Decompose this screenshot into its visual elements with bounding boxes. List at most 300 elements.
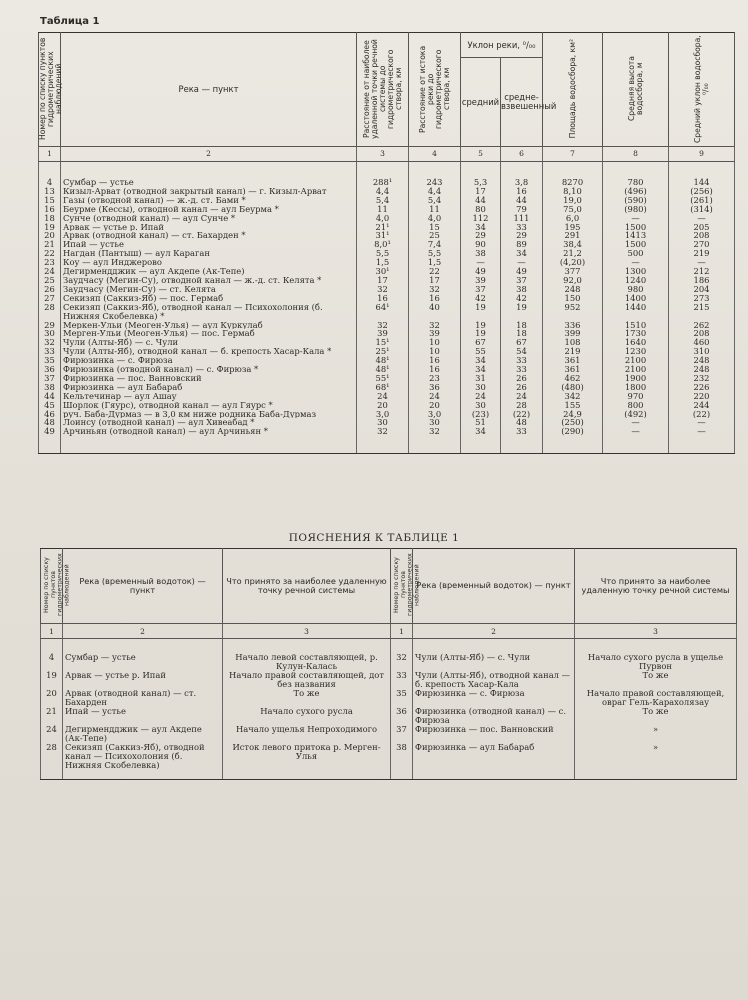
value-cell: 55¹: [357, 374, 409, 383]
river-point-cell: Газы (отводной канал) — ж.-д. ст. Бами *: [61, 196, 357, 205]
expl-header-far-point: Что принято за наиболее удаленную точку речной системы: [223, 549, 391, 624]
row-number-cell: 33: [391, 671, 413, 689]
value-cell: (250): [543, 418, 603, 427]
row-number-cell: 13: [39, 187, 61, 196]
value-cell: 3,0: [357, 410, 409, 419]
value-cell: —: [501, 258, 543, 267]
row-number-cell: 28: [39, 303, 61, 321]
value-cell: 24: [501, 392, 543, 401]
table-row: [39, 383, 735, 392]
river-point-cell: Дегирмендджик — аул Акдепе (Ак-Тепе): [63, 725, 223, 743]
value-cell: 6,0: [543, 214, 603, 223]
value-cell: 460: [669, 338, 735, 347]
river-point-cell: Лоинсу (отводной канал) — аул Хивеабад *: [61, 418, 357, 427]
value-cell: (23): [461, 410, 501, 419]
value-cell: 24: [409, 392, 461, 401]
table-row: [39, 356, 735, 365]
table-row: [39, 231, 735, 240]
value-cell: 361: [543, 356, 603, 365]
value-cell: 16: [409, 294, 461, 303]
river-point-cell: Арвак (отводной канал) — ст. Бахарден *: [61, 231, 357, 240]
value-cell: 10: [409, 338, 461, 347]
value-cell: 500: [603, 249, 669, 258]
value-cell: 4,4: [409, 187, 461, 196]
value-cell: 1640: [603, 338, 669, 347]
header-slope-mean: средний: [461, 58, 501, 147]
far-point-cell: Исток левого притока р. Мерген-Улья: [223, 743, 391, 780]
river-point-cell: Фирюзинка — пос. Ванновский: [61, 374, 357, 383]
value-cell: 5,5: [357, 249, 409, 258]
value-cell: 17: [409, 276, 461, 285]
row-number-cell: 49: [39, 427, 61, 454]
value-cell: 5,4: [409, 196, 461, 205]
row-number-cell: 44: [39, 392, 61, 401]
value-cell: 780: [603, 178, 669, 187]
value-cell: 219: [543, 347, 603, 356]
value-cell: 8,0¹: [357, 240, 409, 249]
far-point-cell: То же: [223, 689, 391, 707]
row-number-cell: 45: [39, 401, 61, 410]
value-cell: —: [603, 214, 669, 223]
value-cell: 2100: [603, 365, 669, 374]
value-cell: 49: [461, 267, 501, 276]
row-number-cell: 32: [39, 338, 61, 347]
table-row: [39, 338, 735, 347]
table-row: [39, 178, 735, 187]
table-row: [39, 418, 735, 427]
value-cell: (22): [501, 410, 543, 419]
value-cell: 195: [543, 223, 603, 232]
header-slope-basin: Средний уклон водосбора, ⁰/₀₀: [669, 33, 735, 147]
value-cell: 42: [461, 294, 501, 303]
value-cell: 1500: [603, 223, 669, 232]
value-cell: 34: [461, 365, 501, 374]
row-number-cell: 22: [39, 249, 61, 258]
river-point-cell: Секизяп (Саккиз-Яб), отводной канал — Психохолония (б. Нижняя Скобелевка) *: [61, 303, 357, 321]
value-cell: 16: [501, 187, 543, 196]
value-cell: 980: [603, 285, 669, 294]
value-cell: 33: [501, 356, 543, 365]
far-point-cell: То же: [575, 707, 737, 725]
value-cell: 800: [603, 401, 669, 410]
far-point-cell: Начало правой составляющей, овраг Гель-Карахолязау: [575, 689, 737, 707]
value-cell: 243: [409, 178, 461, 187]
value-cell: 29: [501, 231, 543, 240]
value-cell: 212: [669, 267, 735, 276]
value-cell: 19: [501, 303, 543, 321]
value-cell: 15¹: [357, 338, 409, 347]
value-cell: 8,10: [543, 187, 603, 196]
value-cell: 30: [461, 383, 501, 392]
river-point-cell: Мерген-Ульи (Меоген-Улья) — пос. Гермаб: [61, 329, 357, 338]
value-cell: 32: [409, 321, 461, 330]
header-height: Средняя высота водосбора, м: [603, 33, 669, 147]
value-cell: 262: [669, 321, 735, 330]
value-cell: 1400: [603, 294, 669, 303]
value-cell: 19: [461, 329, 501, 338]
value-cell: 68¹: [357, 383, 409, 392]
value-cell: 39: [357, 329, 409, 338]
value-cell: 1800: [603, 383, 669, 392]
table-row: [39, 401, 735, 410]
row-number-cell: 24: [41, 725, 63, 743]
value-cell: 51: [461, 418, 501, 427]
value-cell: 26: [501, 374, 543, 383]
value-cell: 112: [461, 214, 501, 223]
value-cell: (290): [543, 427, 603, 454]
river-point-cell: Дегирмендджик — аул Акдепе (Ак-Тепе): [61, 267, 357, 276]
value-cell: 90: [461, 240, 501, 249]
row-number-cell: 23: [39, 258, 61, 267]
value-cell: 36: [409, 383, 461, 392]
value-cell: 30: [357, 418, 409, 427]
value-cell: 7,4: [409, 240, 461, 249]
value-cell: 24: [357, 392, 409, 401]
value-cell: 205: [669, 223, 735, 232]
value-cell: (4,20): [543, 258, 603, 267]
value-cell: 39: [461, 276, 501, 285]
table-row: [39, 276, 735, 285]
river-point-cell: Заудчасу (Мегин-Су) — ст. Келята: [61, 285, 357, 294]
header-slope-group: Уклон реки, ⁰/₀₀: [461, 33, 543, 58]
table-row: [39, 347, 735, 356]
expl-header-number: Номер по списку пунктов гидрометрических наблюдений: [41, 549, 63, 624]
value-cell: 150: [543, 294, 603, 303]
value-cell: 4,4: [357, 187, 409, 196]
table-row: [39, 249, 735, 258]
value-cell: 38,4: [543, 240, 603, 249]
value-cell: 39: [409, 329, 461, 338]
river-point-cell: руч. Баба-Дурмаз — в 3,0 км ниже родника Баба-Дурмаз: [61, 410, 357, 419]
table-row: [39, 258, 735, 267]
table-row: [41, 743, 737, 780]
table-row: [39, 329, 735, 338]
value-cell: 49: [501, 267, 543, 276]
value-cell: 80: [461, 205, 501, 214]
value-cell: (980): [603, 205, 669, 214]
value-cell: 1413: [603, 231, 669, 240]
table-row: [41, 707, 737, 725]
value-cell: 30: [409, 418, 461, 427]
header-dist-source: Расстояние от истока реки до гидрометрического створа, км: [409, 33, 461, 147]
river-point-cell: Фирюзинка (отводной канал) — с. Фирюза *: [61, 365, 357, 374]
value-cell: 38: [461, 249, 501, 258]
value-cell: 67: [501, 338, 543, 347]
table-row: [39, 303, 735, 321]
value-cell: (22): [669, 410, 735, 419]
value-cell: 34: [461, 356, 501, 365]
value-cell: 1240: [603, 276, 669, 285]
value-cell: 19,0: [543, 196, 603, 205]
value-cell: 1900: [603, 374, 669, 383]
table-row: [39, 365, 735, 374]
value-cell: 26: [501, 383, 543, 392]
value-cell: 34: [461, 223, 501, 232]
row-number-cell: 32: [391, 653, 413, 671]
value-cell: 89: [501, 240, 543, 249]
value-cell: 30¹: [357, 267, 409, 276]
river-point-cell: Ипай — устье: [61, 240, 357, 249]
row-number-cell: 4: [41, 653, 63, 671]
row-number-cell: 46: [39, 410, 61, 419]
row-number-cell: 4: [39, 178, 61, 187]
river-point-cell: Кизыл-Арват (отводной закрытый канал) — г. Кизыл-Арват: [61, 187, 357, 196]
river-point-cell: Чули (Алты-Яб), отводной канал — б. крепость Хасар-Кала *: [61, 347, 357, 356]
value-cell: 186: [669, 276, 735, 285]
river-point-cell: Арчиньян (отводной канал) — аул Арчиньян *: [61, 427, 357, 454]
far-point-cell: Начало ущелья Непроходимого: [223, 725, 391, 743]
row-number-cell: 33: [39, 347, 61, 356]
river-point-cell: Коу — аул Инджерово: [61, 258, 357, 267]
far-point-cell: »: [575, 743, 737, 780]
value-cell: 20: [357, 401, 409, 410]
value-cell: 30: [461, 401, 501, 410]
river-point-cell: Арвак (отводной канал) — ст. Бахарден: [63, 689, 223, 707]
row-number-cell: 36: [39, 365, 61, 374]
expl-column-number-row: 1 2 3 1 2 3: [41, 624, 737, 639]
value-cell: 248: [669, 356, 735, 365]
value-cell: 16: [357, 294, 409, 303]
value-cell: 5,5: [409, 249, 461, 258]
river-point-cell: Фирюзинка — аул Бабараб: [413, 743, 575, 780]
value-cell: 215: [669, 303, 735, 321]
row-number-cell: 38: [39, 383, 61, 392]
value-cell: 67: [461, 338, 501, 347]
row-number-cell: 26: [39, 285, 61, 294]
table-label: Таблица 1: [40, 16, 100, 27]
row-number-cell: 37: [39, 374, 61, 383]
value-cell: 952: [543, 303, 603, 321]
table-row: [39, 196, 735, 205]
table-row: [39, 223, 735, 232]
value-cell: 31¹: [357, 231, 409, 240]
value-cell: 462: [543, 374, 603, 383]
header-area: Площадь водосбора, км²: [543, 33, 603, 147]
value-cell: 219: [669, 249, 735, 258]
row-number-cell: 29: [39, 321, 61, 330]
value-cell: 3,0: [409, 410, 461, 419]
row-number-cell: 16: [39, 205, 61, 214]
river-point-cell: Сунче (отводной канал) — аул Сунче *: [61, 214, 357, 223]
river-point-cell: Фирюзинка — с. Фирюза: [413, 689, 575, 707]
value-cell: 16: [409, 365, 461, 374]
value-cell: 248: [669, 365, 735, 374]
table-row: [41, 725, 737, 743]
river-point-cell: Фирюзинка — аул Бабараб: [61, 383, 357, 392]
value-cell: 23: [409, 374, 461, 383]
value-cell: 34: [501, 249, 543, 258]
value-cell: 32: [409, 285, 461, 294]
table-row: [39, 410, 735, 419]
value-cell: —: [461, 258, 501, 267]
river-point-cell: Секизяп (Саккиз-Яб) — пос. Гермаб: [61, 294, 357, 303]
value-cell: —: [603, 258, 669, 267]
value-cell: 377: [543, 267, 603, 276]
value-cell: 111: [501, 214, 543, 223]
value-cell: 3,8: [501, 178, 543, 187]
column-number-row: 1 2 3 4 5 6 7 8 9: [39, 147, 735, 162]
value-cell: 4,0: [409, 214, 461, 223]
river-point-cell: Фирюзинка — с. Фирюза: [61, 356, 357, 365]
header-number: Номер по списку пунктов гидрометрических наблюдений: [39, 33, 61, 147]
value-cell: 273: [669, 294, 735, 303]
value-cell: 11: [409, 205, 461, 214]
value-cell: (496): [603, 187, 669, 196]
value-cell: 270: [669, 240, 735, 249]
value-cell: 361: [543, 365, 603, 374]
value-cell: 208: [669, 329, 735, 338]
row-number-cell: 48: [39, 418, 61, 427]
value-cell: 25: [409, 231, 461, 240]
expl-header-number-2: Номер по списку пунктов гидрометрических наблюдений: [391, 549, 413, 624]
value-cell: 44: [501, 196, 543, 205]
value-cell: 226: [669, 383, 735, 392]
header-dist-far: Расстояние от наиболее удаленной точки речной системы до гидрометрического створа, км: [357, 33, 409, 147]
value-cell: 32: [357, 321, 409, 330]
value-cell: 79: [501, 205, 543, 214]
river-point-cell: Фирюзинка — пос. Ванновский: [413, 725, 575, 743]
value-cell: 2100: [603, 356, 669, 365]
expl-header-river-2: Река (временный водоток) — пункт: [413, 549, 575, 624]
row-number-cell: 21: [39, 240, 61, 249]
value-cell: 48¹: [357, 356, 409, 365]
value-cell: 28: [501, 401, 543, 410]
value-cell: 21,2: [543, 249, 603, 258]
value-cell: —: [603, 427, 669, 454]
river-point-cell: Ипай — устье: [63, 707, 223, 725]
value-cell: 54: [501, 347, 543, 356]
row-number-cell: 20: [39, 231, 61, 240]
value-cell: 18: [501, 329, 543, 338]
table-row: [39, 294, 735, 303]
table-row: [39, 267, 735, 276]
row-number-cell: 19: [39, 223, 61, 232]
value-cell: 244: [669, 401, 735, 410]
main-data-table: [38, 32, 735, 454]
river-point-cell: Беурме (Кессы), отводной канал — аул Беурма *: [61, 205, 357, 214]
value-cell: 8270: [543, 178, 603, 187]
far-point-cell: Начало сухого русла: [223, 707, 391, 725]
value-cell: 25¹: [357, 347, 409, 356]
expl-header-far-point-2: Что принято за наиболее удаленную точку речной системы: [575, 549, 737, 624]
value-cell: 336: [543, 321, 603, 330]
value-cell: 48¹: [357, 365, 409, 374]
value-cell: 4,0: [357, 214, 409, 223]
value-cell: —: [603, 418, 669, 427]
explanations-table: [40, 548, 737, 780]
value-cell: 29: [461, 231, 501, 240]
value-cell: 144: [669, 178, 735, 187]
row-number-cell: 20: [41, 689, 63, 707]
value-cell: 1230: [603, 347, 669, 356]
value-cell: 155: [543, 401, 603, 410]
value-cell: 18: [501, 321, 543, 330]
value-cell: 342: [543, 392, 603, 401]
value-cell: 40: [409, 303, 461, 321]
row-number-cell: 35: [39, 356, 61, 365]
river-point-cell: Чули (Алты-Яб) — с. Чули: [61, 338, 357, 347]
value-cell: 48: [501, 418, 543, 427]
value-cell: 204: [669, 285, 735, 294]
value-cell: 32: [357, 285, 409, 294]
table-row: [39, 187, 735, 196]
header-river: Река — пункт: [61, 33, 357, 147]
river-point-cell: Сумбар — устье: [61, 178, 357, 187]
value-cell: 17: [357, 276, 409, 285]
table-row: [39, 285, 735, 294]
value-cell: 1510: [603, 321, 669, 330]
value-cell: 33: [501, 223, 543, 232]
value-cell: 1500: [603, 240, 669, 249]
value-cell: 5,4: [357, 196, 409, 205]
table-row: [41, 671, 737, 689]
value-cell: 108: [543, 338, 603, 347]
value-cell: 32: [409, 427, 461, 454]
value-cell: 1,5: [409, 258, 461, 267]
value-cell: 220: [669, 392, 735, 401]
value-cell: 37: [501, 276, 543, 285]
value-cell: 11: [357, 205, 409, 214]
table-row: [39, 240, 735, 249]
row-number-cell: 27: [39, 294, 61, 303]
value-cell: (256): [669, 187, 735, 196]
row-number-cell: 28: [41, 743, 63, 780]
river-point-cell: Кельтечинар — аул Ашау: [61, 392, 357, 401]
table-row: [39, 374, 735, 383]
value-cell: 37: [461, 285, 501, 294]
river-point-cell: Чули (Алты-Яб) — с. Чули: [413, 653, 575, 671]
value-cell: 92,0: [543, 276, 603, 285]
value-cell: 1300: [603, 267, 669, 276]
value-cell: 1,5: [357, 258, 409, 267]
table-row: [39, 427, 735, 454]
value-cell: (261): [669, 196, 735, 205]
row-number-cell: 36: [391, 707, 413, 725]
header-slope-weighted: средне-взвешенный: [501, 58, 543, 147]
row-number-cell: 25: [39, 276, 61, 285]
far-point-cell: Начало левой составляющей, р. Кулун-Калась: [223, 653, 391, 671]
value-cell: 21¹: [357, 223, 409, 232]
river-point-cell: Арвак — устье р. Ипай: [61, 223, 357, 232]
far-point-cell: Начало сухого русла в ущелье Пурвон: [575, 653, 737, 671]
value-cell: 31: [461, 374, 501, 383]
row-number-cell: 24: [39, 267, 61, 276]
value-cell: 19: [461, 321, 501, 330]
value-cell: —: [669, 427, 735, 454]
value-cell: 20: [409, 401, 461, 410]
value-cell: 5,3: [461, 178, 501, 187]
value-cell: —: [669, 214, 735, 223]
far-point-cell: »: [575, 725, 737, 743]
value-cell: (492): [603, 410, 669, 419]
value-cell: 16: [409, 356, 461, 365]
value-cell: 15: [409, 223, 461, 232]
river-point-cell: Нагдан (Пантыш) — аул Караган: [61, 249, 357, 258]
row-number-cell: 19: [41, 671, 63, 689]
table-row: [41, 689, 737, 707]
value-cell: 22: [409, 267, 461, 276]
river-point-cell: Чули (Алты-Яб), отводной канал — б. крепость Хасар-Кала: [413, 671, 575, 689]
table-row: [39, 392, 735, 401]
table-row: [39, 205, 735, 214]
value-cell: 42: [501, 294, 543, 303]
value-cell: 310: [669, 347, 735, 356]
table-row: [39, 321, 735, 330]
value-cell: (590): [603, 196, 669, 205]
expl-header-river: Река (временный водоток) — пункт: [63, 549, 223, 624]
value-cell: 33: [501, 365, 543, 374]
value-cell: 64¹: [357, 303, 409, 321]
